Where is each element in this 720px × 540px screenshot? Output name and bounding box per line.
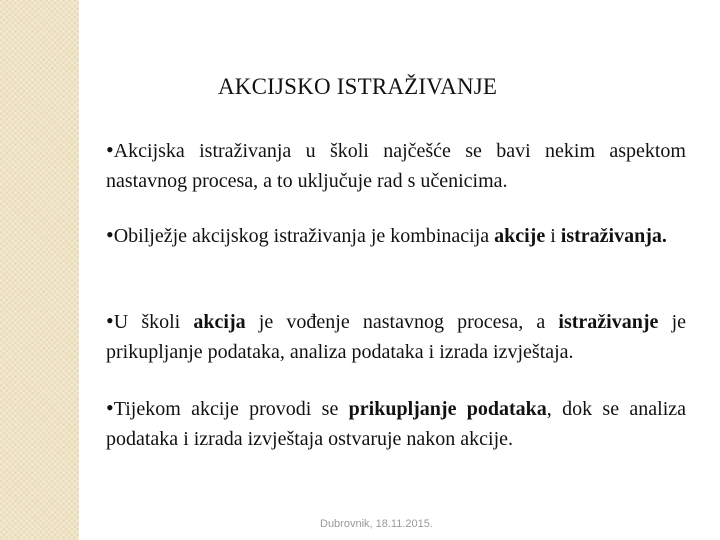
bullet-text: i xyxy=(545,225,561,247)
decorative-side-strip xyxy=(0,0,79,540)
bullet-text: Obilježje akcijskog istraživanja je kombinacija xyxy=(113,225,495,247)
bold-term: istraživanje xyxy=(558,311,659,333)
bullet-text: , dok se analiza podataka i izrada izvještaja ostvaruje nakon akcije. xyxy=(106,398,687,450)
bullet-text: Akcijska istraživanja u školi najčešće se bavi nekim aspektom nastavnog procesa, a to uključuje rad s učenicima. xyxy=(106,140,686,192)
bullet-item xyxy=(106,393,686,454)
bullet-text: U školi xyxy=(113,311,194,333)
bullet-dot: • xyxy=(106,395,114,420)
bullet-text: je prikupljanje podataka, analiza podataka i izrada izvještaja. xyxy=(106,311,687,363)
bullet-dot: • xyxy=(106,308,114,333)
bullet-dot: • xyxy=(106,137,114,162)
footer-date: Dubrovnik, 18.11.2015. xyxy=(320,518,433,530)
bullet-item xyxy=(106,220,686,251)
bullet-text: je vođenje nastavnog procesa, a xyxy=(245,311,559,333)
bold-term: akcije xyxy=(494,225,546,247)
slide-title: AKCIJSKO ISTRAŽIVANJE xyxy=(218,74,498,99)
bullet-dot: • xyxy=(106,222,114,247)
bold-term: prikupljanje podataka xyxy=(348,398,547,420)
bullet-item xyxy=(106,306,686,367)
bullet-text: Tijekom akcije provodi se xyxy=(113,398,349,420)
bullet-item xyxy=(106,135,686,196)
bold-term: istraživanja. xyxy=(560,225,667,247)
bold-term: akcija xyxy=(193,311,246,333)
